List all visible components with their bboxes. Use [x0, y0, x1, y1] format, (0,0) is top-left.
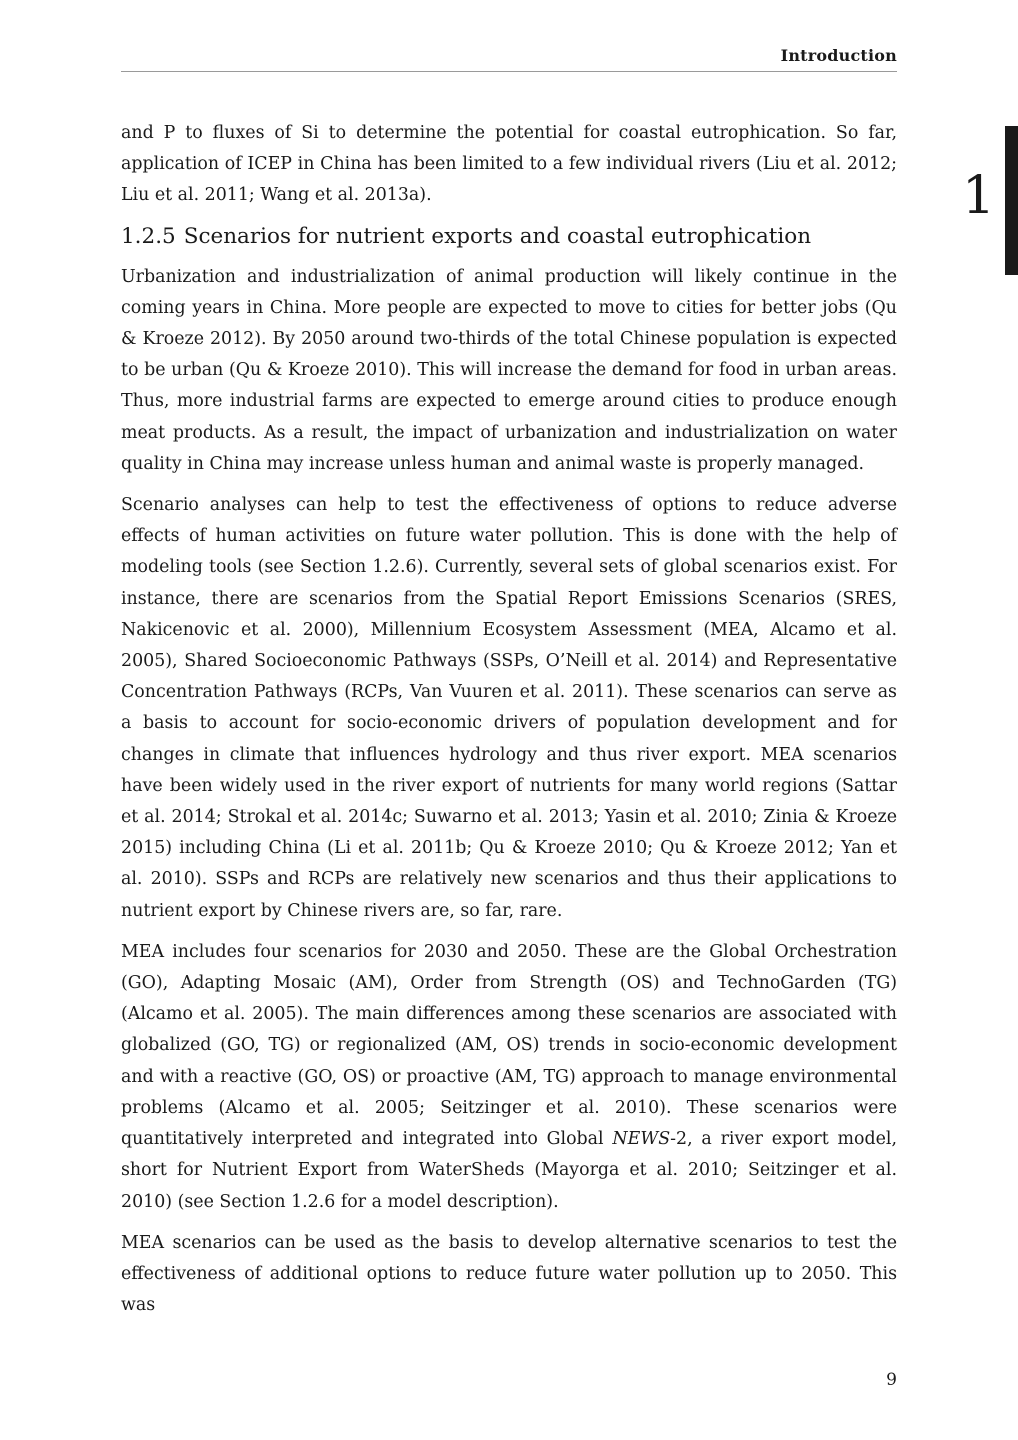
chapter-number: 1	[962, 166, 996, 226]
page-number: 9	[886, 1370, 897, 1390]
page-body	[121, 118, 897, 1331]
section-title: Scenarios for nutrient exports and coastal eutrophication	[183, 223, 812, 249]
paragraph: Scenario analyses can help to test the effectiveness of options to reduce adverse effects of human activities on future water pollution. This is done with the help of modeling tools (see Section 1.2.6). Currently, several sets of global scenarios exist. For instance, there are scenarios from the Spatial Report Emissions Scenarios (SRES, Nakicenovic et al. 2000), Millennium Ecosystem Assessment (MEA, Alcamo et al. 2005), Shared Socioeconomic Pathways (SSPs, O’Neill et al. 2014) and Representative Concentration Pathways (RCPs, Van Vuuren et al. 2011). These scenarios can serve as a basis to account for socio-economic drivers of population development and for changes in climate that influences hydrology and thus river export. MEA scenarios have been widely used in the river export of nutrients for many world regions (Sattar et al. 2014; Strokal et al. 2014c; Suwarno et al. 2013; Yasin et al. 2010; Zinia & Kroeze 2015) including China (Li et al. 2011b; Qu & Kroeze 2010; Qu & Kroeze 2012; Yan et al. 2010). SSPs and RCPs are relatively new scenarios and thus their applications to nutrient export by Chinese rivers are, so far, rare.	[121, 495, 897, 921]
text-run: MEA includes four scenarios for 2030 and 2050. These are the Global Orchestration (GO), Adapting Mosaic (AM), Order from Strength (OS) and TechnoGarden (TG) (Alcamo et al. 2005). The main differences among these scenarios are associated with globalized (GO, TG) or regionalized (AM, OS) trends in socio-economic development and with a reactive (GO, OS) or proactive (AM, TG) approach to manage environmental problems (Alcamo et al. 2005; Seitzinger et al. 2010). These scenarios were quantitatively interpreted and integrated into Global	[121, 941, 897, 1150]
text-run: -2, a river export model, short for Nutrient Export from WaterSheds (Mayorga et al. 2010; Seitzinger et al. 2010) (see Section 1.2.6 for a model description).	[121, 1129, 897, 1212]
header-rule	[121, 71, 897, 72]
model-name-italic: NEWS	[612, 1129, 671, 1150]
paragraph	[121, 937, 897, 1218]
running-header: Introduction	[780, 46, 897, 65]
chapter-tab-marker	[1005, 126, 1018, 275]
paragraph: and P to fluxes of Si to determine the potential for coastal eutrophication. So far, application of ICEP in China has been limited to a few individual rivers (Liu et al. 2012; Liu et al. 2011; Wang et al. 2013a).	[121, 123, 897, 206]
paragraph: Urbanization and industrialization of animal production will likely continue in the coming years in China. More people are expected to move to cities for better jobs (Qu & Kroeze 2012). By 2050 around two-thirds of the total Chinese population is expected to be urban (Qu & Kroeze 2010). This will increase the demand for food in urban areas. Thus, more industrial farms are expected to emerge around cities to produce enough meat products. As a result, the impact of urbanization and industrialization on water quality in China may increase unless human and animal waste is properly managed.	[121, 266, 897, 474]
paragraph: MEA scenarios can be used as the basis to develop alternative scenarios to test the effectiveness of additional options to reduce future water pollution up to 2050. This was	[121, 1232, 897, 1316]
section-heading	[121, 222, 897, 252]
section-number: 1.2.5	[121, 223, 176, 249]
